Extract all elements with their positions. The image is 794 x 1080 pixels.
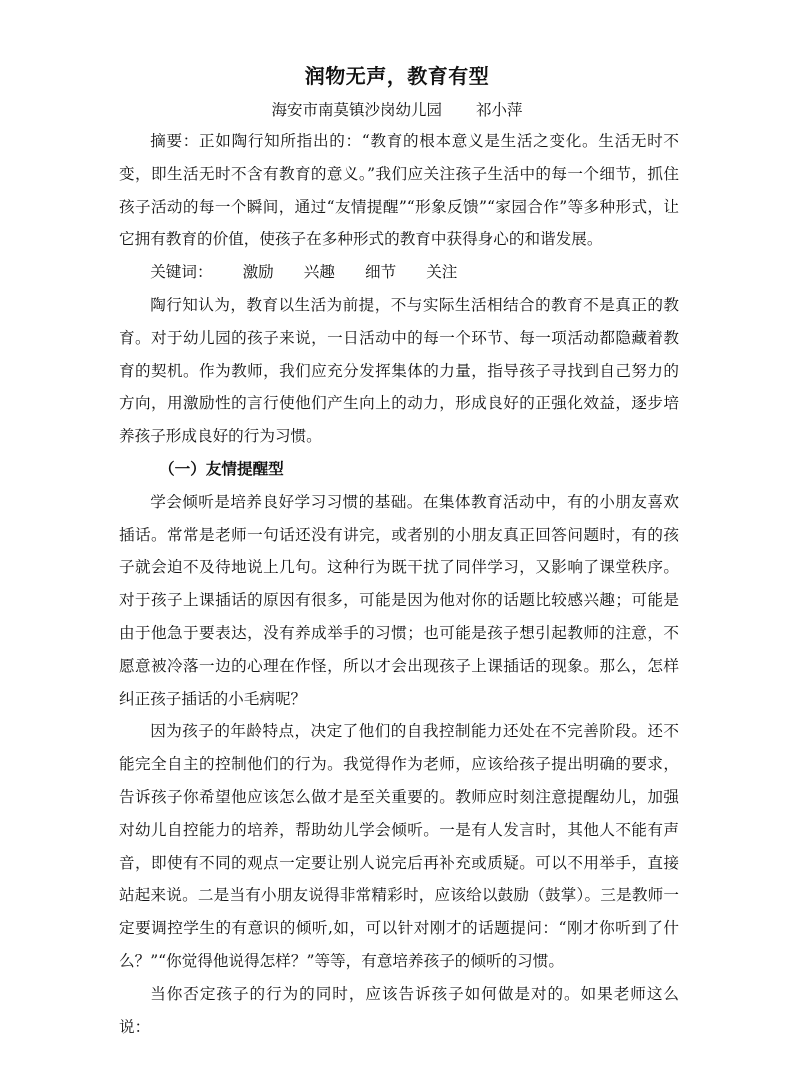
abstract-paragraph: 摘要：正如陶行知所指出的：“教育的根本意义是生活之变化。生活无时不变，即生活无时不含有教育的意义。”我们应关注孩子生活中的每一个细节，抓住孩子活动的每一个瞬间，通过“友情提醒”“形象反馈”“家园合作”等多种形式，让它拥有教育的价值，使孩子在多种形式的教育中获得身心的和谐发展。 bbox=[119, 132, 679, 249]
body-paragraph: 当你否定孩子的行为的同时，应该告诉孩子如何做是对的。如果老师这么说： bbox=[119, 984, 679, 1036]
keywords-line bbox=[119, 256, 679, 289]
body-paragraph: 学会倾听是培养良好学习习惯的基础。在集体教育活动中，有的小朋友喜欢插话。常常是老师一句话还没有讲完，或者别的小朋友真正回答问题时，有的孩子就会迫不及待地说上几句。这种行为既干扰了同伴学习，又影响了课堂秩序。对于孩子上课插话的原因有很多，可能是因为他对你的话题比较感兴趣；可能是由于他急于要表达，没有养成举手的习惯；也可能是孩子想引起教师的注意，不愿意被冷落一边的心理在作怪，所以才会出现孩子上课插话的现象。那么，怎样纠正孩子插话的小毛病呢？ bbox=[119, 492, 679, 708]
author-name: 祁小萍 bbox=[476, 101, 523, 119]
intro-paragraph: 陶行知认为，教育以生活为前提，不与实际生活相结合的教育不是真正的教育。对于幼儿园的孩子来说，一日活动中的每一个环节、每一项活动都隐藏着教育的契机。作为教师，我们应充分发挥集体的力量，指导孩子寻找到自己努力的方向，用激励性的言行使他们产生向上的动力，形成良好的正强化效益，逐步培养孩子形成良好的行为习惯。 bbox=[119, 295, 679, 446]
author-line bbox=[0, 98, 794, 120]
section-heading: （一）友情提醒型 bbox=[159, 458, 284, 478]
keyword: 兴趣 bbox=[303, 263, 335, 282]
keyword: 关注 bbox=[426, 263, 458, 282]
keywords-label: 关键词： bbox=[150, 263, 213, 282]
keyword: 激励 bbox=[242, 263, 274, 282]
document-body bbox=[119, 125, 679, 1043]
keyword: 细节 bbox=[364, 263, 397, 282]
author-organization: 海安市南莫镇沙岗幼儿园 bbox=[271, 101, 442, 119]
body-paragraph: 因为孩子的年龄特点，决定了他们的自我控制能力还处在不完善阶段。还不能完全自主的控制他们的行为。我觉得作为老师，应该给孩子提出明确的要求，告诉孩子你希望他应该怎么做才是至关重要的。教师应时刻注意提醒幼儿，加强对幼儿自控能力的培养，帮助幼儿学会倾听。一是有人发言时，其他人不能有声音，即使有不同的观点一定要让别人说完后再补充或质疑。可以不用举手，直接站起来说。二是当有小朋友说得非常精彩时，应该给以鼓励（鼓掌）。三是教师一定要调控学生的有意识的倾听,如，可以针对刚才的话题提问：“刚才你听到了什么？”“你觉得他说得怎样？”等等，有意培养孩子的倾听的习惯。 bbox=[119, 722, 679, 970]
document-title: 润物无声，教育有型 bbox=[304, 64, 490, 88]
